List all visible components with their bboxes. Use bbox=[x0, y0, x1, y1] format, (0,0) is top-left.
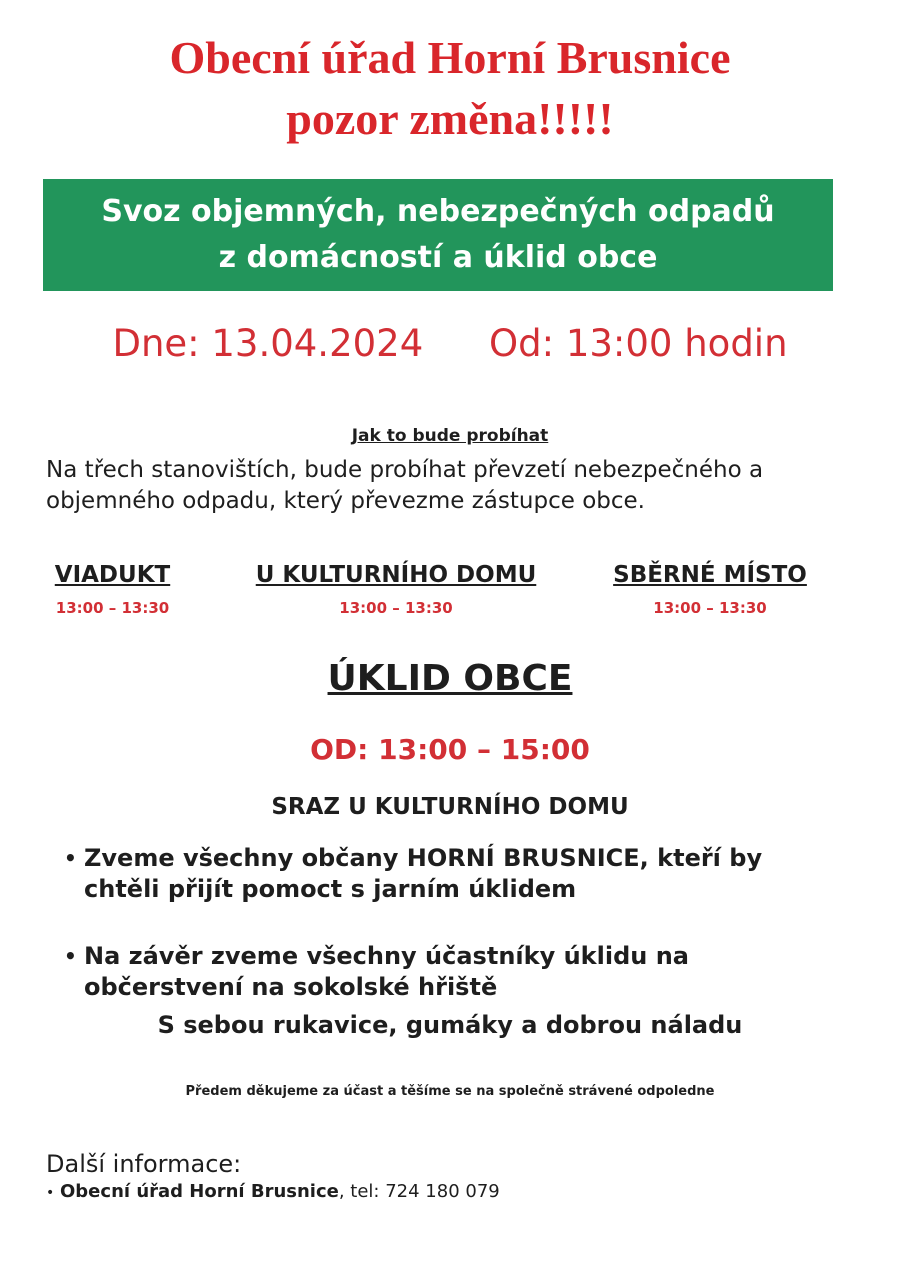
bullet-line-2: občerstvení na sokolské hřiště bbox=[84, 973, 498, 1001]
thanks-note: Předem děkujeme za účast a těšíme se na společně strávené odpoledne bbox=[185, 1084, 715, 1099]
bullet-dot-icon: • bbox=[64, 846, 77, 870]
bullet-dot-icon: • bbox=[64, 944, 77, 968]
cleanup-time: OD: 13:00 – 15:00 bbox=[310, 733, 590, 766]
event-banner bbox=[43, 179, 833, 291]
event-start: Od: 13:00 hodin bbox=[489, 322, 788, 365]
contact-line bbox=[46, 1181, 500, 1202]
page-subtitle: pozor změna!!!!! bbox=[286, 93, 614, 144]
station-name: VIADUKT bbox=[54, 562, 171, 588]
bullet-line-1: Na závěr zveme všechny účastníky úklidu na bbox=[84, 942, 689, 970]
more-info-label: Další informace: bbox=[46, 1150, 242, 1178]
station-time: 13:00 – 13:30 bbox=[339, 599, 453, 617]
bullet-item bbox=[64, 843, 844, 905]
station-name: U KULTURNÍHO DOMU bbox=[255, 562, 537, 588]
banner-line-2: z domácností a úklid obce bbox=[218, 240, 658, 275]
process-heading: Jak to bude probíhat bbox=[351, 426, 549, 446]
contact-phone: , tel: 724 180 079 bbox=[338, 1181, 500, 1202]
bullet-line-2: chtěli přijít pomoct s jarním úklidem bbox=[84, 875, 577, 903]
bring-along-note: S sebou rukavice, gumáky a dobrou náladu bbox=[157, 1011, 743, 1039]
contact-office: Obecní úřad Horní Brusnice bbox=[60, 1181, 339, 1202]
station-sberne-misto bbox=[600, 562, 820, 617]
event-date: Dne: 13.04.2024 bbox=[112, 322, 424, 365]
station-time: 13:00 – 13:30 bbox=[653, 599, 767, 617]
bullet-line-1: Zveme všechny občany HORNÍ BRUSNICE, kteří by bbox=[84, 844, 763, 872]
cleanup-title: ÚKLID OBCE bbox=[327, 658, 573, 699]
station-name: SBĚRNÉ MÍSTO bbox=[613, 562, 807, 588]
page-title: Obecní úřad Horní Brusnice bbox=[169, 32, 731, 83]
station-kulturni-dum bbox=[235, 562, 557, 617]
station-viadukt bbox=[46, 562, 179, 617]
bullet-item bbox=[64, 941, 844, 1003]
banner-line-1: Svoz objemných, nebezpečných odpadů bbox=[101, 194, 775, 229]
process-text: Na třech stanovištích, bude probíhat převzetí nebezpečného a objemného odpadu, který převezme zástupce obce. bbox=[46, 457, 764, 514]
bullet-dot-icon: • bbox=[46, 1185, 55, 1201]
date-row bbox=[0, 322, 900, 365]
station-time: 13:00 – 13:30 bbox=[55, 599, 170, 617]
meeting-point: SRAZ U KULTURNÍHO DOMU bbox=[271, 794, 629, 820]
